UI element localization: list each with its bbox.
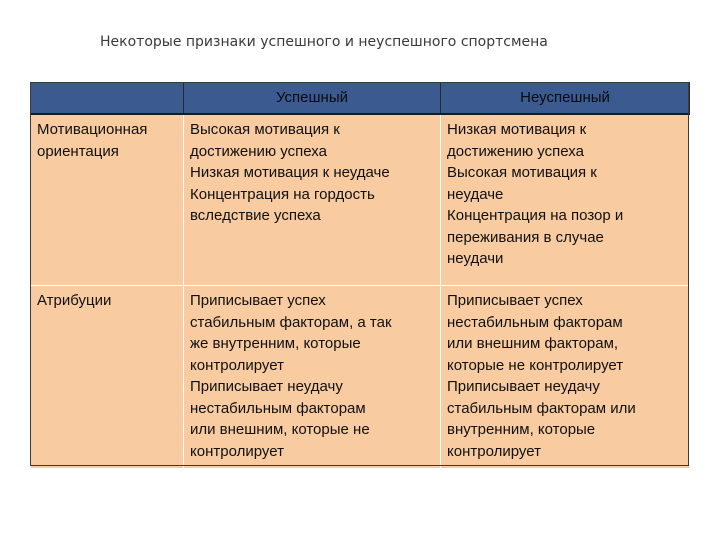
- cell-line: нестабильным факторам: [447, 313, 623, 331]
- cell-line: неудаче: [447, 185, 504, 203]
- cell-line: Приписывает неудачу: [190, 378, 343, 395]
- cell-motivation-unsuccessful: [441, 114, 690, 286]
- cell-line: которые не контролирует: [447, 356, 624, 374]
- slide-title: Некоторые признаки успешного и неуспешного спортсмена: [100, 34, 548, 50]
- cell-line: вследствие успеха: [190, 207, 321, 224]
- cell-line: Приписывает неудачу: [447, 378, 600, 395]
- cell-line: Низкая мотивация к: [447, 121, 587, 138]
- table-header-row: [31, 83, 690, 115]
- cell-line: внутренним, которые: [447, 421, 596, 438]
- row-label-attributions: [31, 286, 184, 469]
- comparison-table: [30, 82, 690, 469]
- cell-line: или внешним факторам,: [447, 335, 619, 352]
- cell-line: стабильным факторам или: [447, 399, 636, 417]
- label-line: ориентация: [37, 142, 119, 160]
- header-successful: Успешный: [184, 83, 441, 115]
- header-unsuccessful: Неуспешный: [441, 83, 690, 115]
- cell-line: Концентрация на позор и: [447, 207, 624, 224]
- cell-line: неудачи: [447, 250, 504, 267]
- cell-line: Приписывает успех: [190, 292, 326, 309]
- cell-line: Приписывает успех: [447, 292, 583, 309]
- cell-line: Высокая мотивация к: [190, 121, 340, 138]
- cell-line: контролирует: [447, 442, 541, 460]
- cell-line: достижению успеха: [190, 142, 327, 160]
- cell-line: контролирует: [190, 356, 284, 374]
- cell-line: достижению успеха: [447, 142, 584, 160]
- cell-motivation-successful: [184, 114, 441, 286]
- cell-line: стабильным факторам, а так: [190, 313, 392, 331]
- cell-line: Высокая мотивация к: [447, 164, 597, 181]
- cell-line: Низкая мотивация к неудаче: [190, 164, 390, 181]
- cell-line: Концентрация на гордость: [190, 185, 375, 203]
- header-empty-cell: [31, 83, 184, 115]
- cell-line: контролирует: [190, 442, 284, 460]
- label-line: Мотивационная: [37, 121, 148, 138]
- cell-line: или внешним, которые не: [190, 421, 370, 438]
- table-row-attributions: [31, 286, 690, 469]
- label-line: Атрибуции: [37, 292, 112, 309]
- row-label-motivation: [31, 114, 184, 286]
- cell-attributions-successful: [184, 286, 441, 469]
- cell-line: нестабильным факторам: [190, 399, 366, 417]
- cell-line: переживания в случае: [447, 228, 604, 246]
- cell-line: же внутренним, которые: [190, 335, 361, 352]
- table-row-motivation: [31, 114, 690, 286]
- cell-attributions-unsuccessful: [441, 286, 690, 469]
